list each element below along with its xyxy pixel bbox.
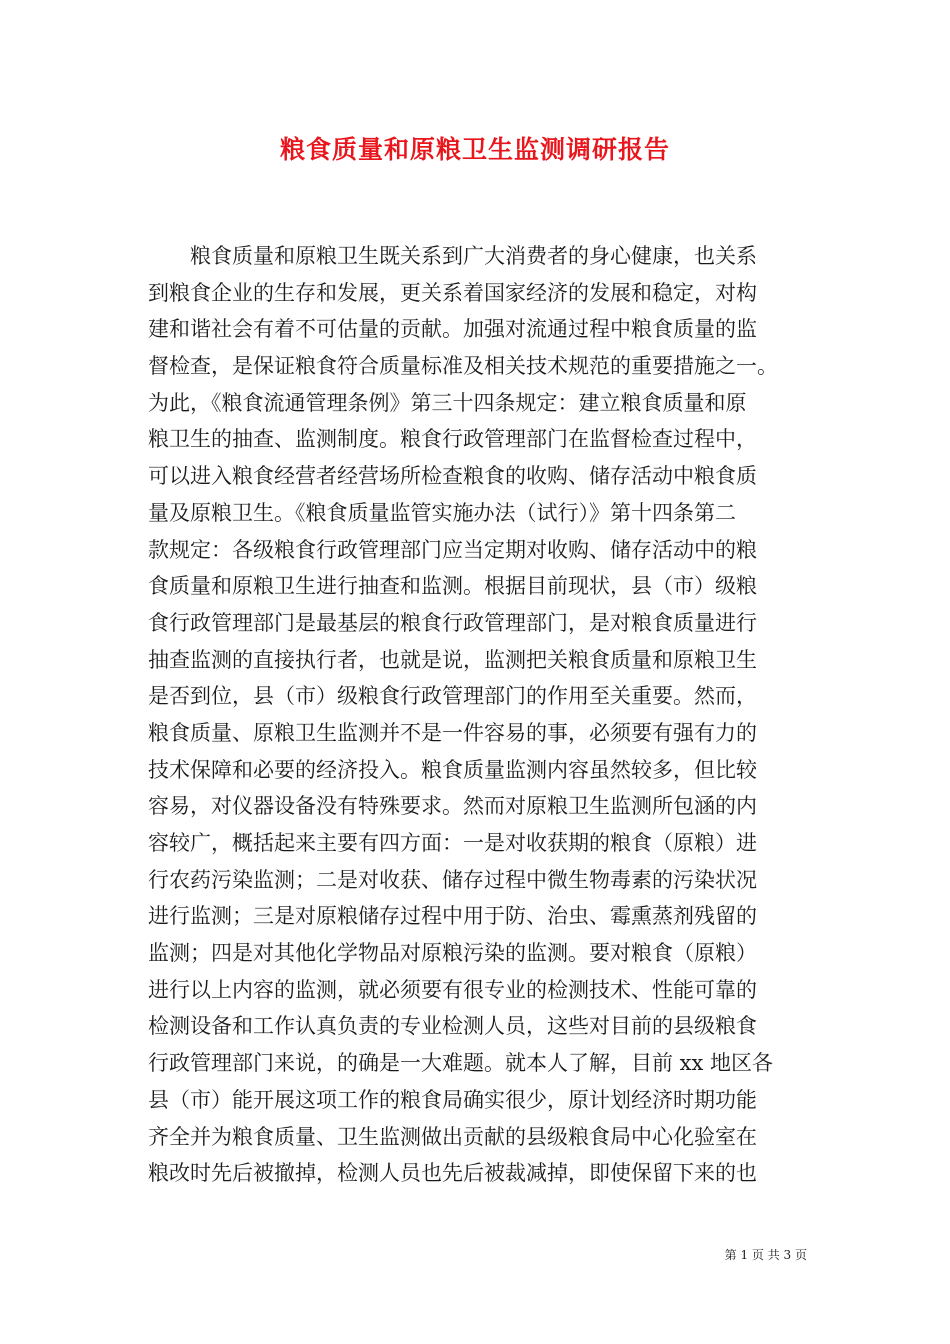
body-line: 粮食质量、原粮卫生监测并不是一件容易的事，必须要有强有力的 bbox=[148, 720, 757, 745]
body-line: 行政管理部门来说，的确是一大难题。就本人了解，目前 xx 地区各 bbox=[148, 1051, 774, 1076]
body-line: 县（市）能开展这项工作的粮食局确实很少，原计划经济时期功能 bbox=[148, 1087, 757, 1112]
body-line: 可以进入粮食经营者经营场所检查粮食的收购、储存活动中粮食质 bbox=[148, 464, 757, 489]
body-line: 粮改时先后被撤掉，检测人员也先后被裁减掉，即使保留下来的也 bbox=[148, 1161, 757, 1186]
body-line: 为此，《粮食流通管理条例》第三十四条规定：建立粮食质量和原 bbox=[148, 390, 747, 415]
body-line: 到粮食企业的生存和发展，更关系着国家经济的发展和稳定，对构 bbox=[148, 280, 757, 305]
body-line: 行农药污染监测；二是对收获、储存过程中微生物毒素的污染状况 bbox=[148, 867, 757, 892]
document-title: 粮食质量和原粮卫生监测调研报告 bbox=[279, 135, 670, 164]
body-line: 容易，对仪器设备没有特殊要求。然而对原粮卫生监测所包涵的内 bbox=[148, 794, 757, 819]
body-line: 容较广，概括起来主要有四方面：一是对收获期的粮食（原粮）进 bbox=[148, 831, 757, 855]
body-line: 进行以上内容的监测，就必须要有很专业的检测技术、性能可靠的 bbox=[148, 977, 757, 1002]
page-number: 第 1 页 共 3 页 bbox=[724, 1248, 807, 1262]
body-line: 监测；四是对其他化学物品对原粮污染的监测。要对粮食（原粮） bbox=[148, 941, 757, 966]
body-line: 齐全并为粮食质量、卫生监测做出贡献的县级粮食局中心化验室在 bbox=[148, 1124, 757, 1149]
document-body bbox=[148, 238, 818, 1192]
body-line: 技术保障和必要的经济投入。粮食质量监测内容虽然较多，但比较 bbox=[148, 757, 757, 782]
body-line: 量及原粮卫生。《粮食质量监管实施办法（试行）》第十四条第二 bbox=[148, 500, 736, 525]
body-line: 进行监测；三是对原粮储存过程中用于防、治虫、霉熏蒸剂残留的 bbox=[148, 904, 757, 929]
body-line: 食行政管理部门是最基层的粮食行政管理部门，是对粮食质量进行 bbox=[148, 610, 757, 635]
body-line: 款规定：各级粮食行政管理部门应当定期对收购、储存活动中的粮 bbox=[148, 537, 757, 562]
body-line: 抽查监测的直接执行者，也就是说，监测把关粮食质量和原粮卫生 bbox=[148, 647, 757, 672]
body-line: 食质量和原粮卫生进行抽查和监测。根据目前现状，县（市）级粮 bbox=[148, 574, 757, 599]
body-line: 检测设备和工作认真负责的专业检测人员，这些对目前的县级粮食 bbox=[148, 1014, 757, 1039]
body-line: 粮卫生的抽查、监测制度。粮食行政管理部门在监督检查过程中， bbox=[148, 427, 757, 452]
body-line: 建和谐社会有着不可估量的贡献。加强对流通过程中粮食质量的监 bbox=[148, 317, 757, 342]
body-line: 是否到位，县（市）级粮食行政管理部门的作用至关重要。然而， bbox=[148, 684, 757, 709]
body-line: 督检查，是保证粮食符合质量标准及相关技术规范的重要措施之一。 bbox=[148, 354, 778, 379]
body-line: 粮食质量和原粮卫生既关系到广大消费者的身心健康，也关系 bbox=[190, 244, 757, 268]
